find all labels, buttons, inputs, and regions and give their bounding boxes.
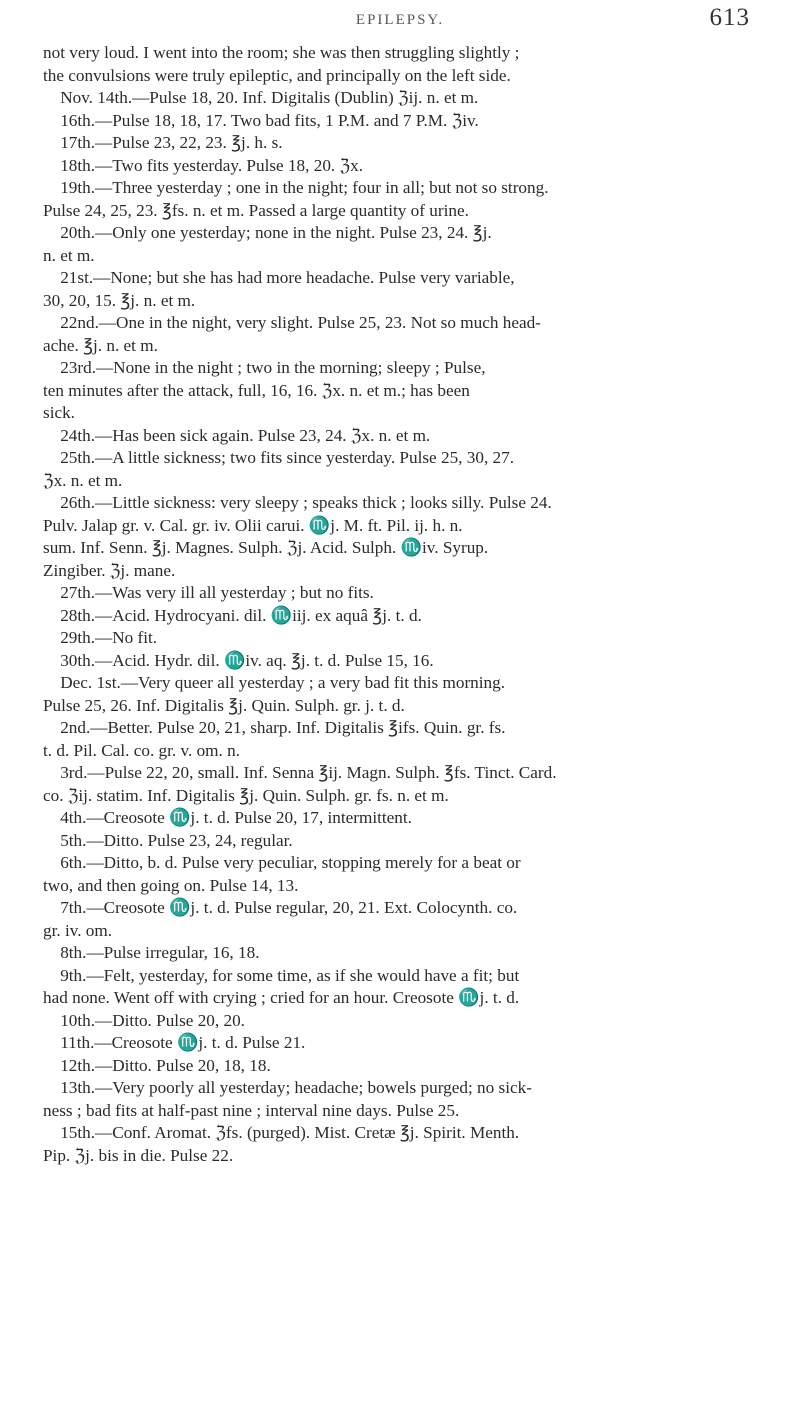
text-line: 12th.—Ditto. Pulse 20, 18, 18. xyxy=(43,1055,271,1075)
text-line: 25th.—A little sickness; two fits since yesterday. Pulse 25, 30, 27. xyxy=(43,448,515,467)
text-line: 5th.—Ditto. Pulse 23, 24, regular. xyxy=(43,830,293,850)
text-line: 27th.—Was very ill all yesterday ; but no fits. xyxy=(43,583,374,602)
text-line: 7th.—Creosote ♏j. t. d. Pulse regular, 20, 21. Ext. Colocynth. co. xyxy=(43,898,518,917)
text-line: t. d. Pil. Cal. co. gr. v. om. n. xyxy=(43,740,241,760)
text-line: co. ℨij. statim. Inf. Digitalis ℥j. Quin. Sulph. gr. fs. n. et m. xyxy=(43,785,449,805)
text-line: Pip. ℨj. bis in die. Pulse 22. xyxy=(43,1145,234,1165)
text-line: 19th.—Three yesterday ; one in the night; four in all; but not so strong. xyxy=(43,178,549,197)
text-line: Pulse 25, 26. Inf. Digitalis ℥j. Quin. Sulph. gr. j. t. d. xyxy=(43,695,405,715)
text-line: 2nd.—Better. Pulse 20, 21, sharp. Inf. Digitalis ℥ifs. Quin. gr. fs. xyxy=(43,718,506,737)
text-line: 30th.—Acid. Hydr. dil. ♏iv. aq. ℥j. t. d. Pulse 15, 16. xyxy=(43,650,434,670)
text-line: 16th.—Pulse 18, 18, 17. Two bad fits, 1 P.M. and 7 P.M. ℨiv. xyxy=(43,110,479,130)
text-line: Nov. 14th.—Pulse 18, 20. Inf. Digitalis (Dublin) ℨij. n. et m. xyxy=(43,88,479,107)
text-line: 29th.—No fit. xyxy=(43,628,158,647)
text-line: Pulv. Jalap gr. v. Cal. gr. iv. Olii carui. ♏j. M. ft. Pil. ij. h. n. xyxy=(43,515,463,535)
text-line: sum. Inf. Senn. ℥j. Magnes. Sulph. ℨj. Acid. Sulph. ♏iv. Syrup. xyxy=(43,538,489,557)
text-line: 22nd.—One in the night, very slight. Pulse 25, 23. Not so much head- xyxy=(43,313,541,332)
text-line: 6th.—Ditto, b. d. Pulse very peculiar, stopping merely for a beat or xyxy=(43,853,521,872)
text-line: n. et m. xyxy=(43,245,95,265)
text-line: ness ; bad fits at half-past nine ; interval nine days. Pulse 25. xyxy=(43,1100,460,1120)
text-line: 24th.—Has been sick again. Pulse 23, 24. ℨx. n. et m. xyxy=(43,425,431,445)
running-head-title: EPILEPSY. xyxy=(355,12,445,28)
text-line: 10th.—Ditto. Pulse 20, 20. xyxy=(43,1010,245,1030)
text-line: 17th.—Pulse 23, 22, 23. ℥j. h. s. xyxy=(43,133,283,152)
text-line: 8th.—Pulse irregular, 16, 18. xyxy=(43,943,260,962)
case-notes-text xyxy=(43,42,783,1167)
text-line: not very loud. I went into the room; she was then struggling slightly ; xyxy=(43,43,520,62)
text-line: ache. ℥j. n. et m. xyxy=(43,335,158,355)
text-line: Dec. 1st.—Very queer all yesterday ; a very bad fit this morning. xyxy=(43,673,506,692)
page-number: 613 xyxy=(709,4,750,31)
running-head xyxy=(0,4,800,44)
text-line: 26th.—Little sickness: very sleepy ; speaks thick ; looks silly. Pulse 24. xyxy=(43,493,552,512)
text-line: 11th.—Creosote ♏j. t. d. Pulse 21. xyxy=(43,1033,306,1052)
text-line: ℨx. n. et m. xyxy=(43,470,123,490)
text-line: ten minutes after the attack, full, 16, 16. ℨx. n. et m.; has been xyxy=(43,380,470,400)
text-line: the convulsions were truly epileptic, and principally on the left side. xyxy=(43,65,511,85)
text-line: sick. xyxy=(43,403,75,422)
text-line: 23rd.—None in the night ; two in the morning; sleepy ; Pulse, xyxy=(43,358,486,377)
text-line: Pulse 24, 25, 23. ℥fs. n. et m. Passed a large quantity of urine. xyxy=(43,200,469,220)
text-line: Zingiber. ℨj. mane. xyxy=(43,560,176,580)
text-line: 15th.—Conf. Aromat. ℨfs. (purged). Mist. Cretæ ℥j. Spirit. Menth. xyxy=(43,1123,520,1142)
text-line: 9th.—Felt, yesterday, for some time, as if she would have a fit; but xyxy=(43,965,520,985)
text-line: gr. iv. om. xyxy=(43,920,113,940)
text-line: 13th.—Very poorly all yesterday; headache; bowels purged; no sick- xyxy=(43,1078,532,1097)
text-line: 18th.—Two fits yesterday. Pulse 18, 20. ℨx. xyxy=(43,155,364,175)
text-line: 4th.—Creosote ♏j. t. d. Pulse 20, 17, intermittent. xyxy=(43,808,412,827)
text-line: 28th.—Acid. Hydrocyani. dil. ♏iij. ex aquâ ℥j. t. d. xyxy=(43,605,422,625)
text-line: two, and then going on. Pulse 14, 13. xyxy=(43,875,299,895)
text-line: 20th.—Only one yesterday; none in the night. Pulse 23, 24. ℥j. xyxy=(43,223,492,242)
text-line: had none. Went off with crying ; cried for an hour. Creosote ♏j. t. d. xyxy=(43,988,520,1007)
text-line: 30, 20, 15. ℥j. n. et m. xyxy=(43,290,196,310)
text-line: 3rd.—Pulse 22, 20, small. Inf. Senna ℥ij. Magn. Sulph. ℥fs. Tinct. Card. xyxy=(43,763,557,782)
text-line: 21st.—None; but she has had more headache. Pulse very variable, xyxy=(43,268,515,287)
